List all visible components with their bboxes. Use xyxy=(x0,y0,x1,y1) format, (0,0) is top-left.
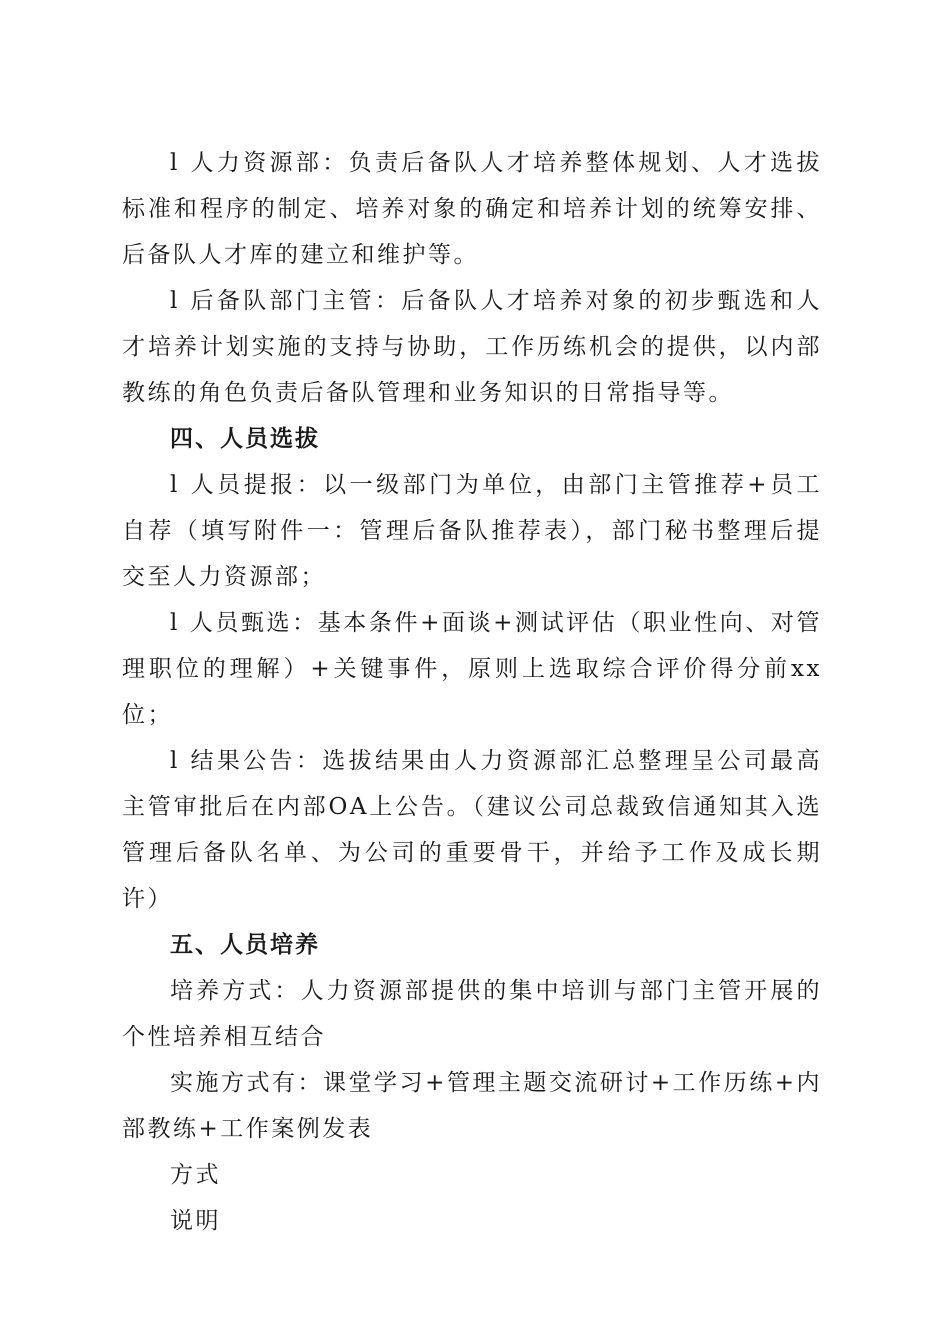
paragraph-screening: l 人员甄选：基本条件+面谈+测试评估（职业性向、对管理职位的理解）+关键事件，原则上选取综合评价得分前xx位； xyxy=(122,610,822,728)
section-heading-training: 五、人员培养 xyxy=(170,932,320,958)
section-heading-selection: 四、人员选拔 xyxy=(170,426,320,452)
paragraph-announcement: l 结果公告：选拔结果由人力资源部汇总整理呈公司最高主管审批后在内部OA上公告。（建议公司总裁致信通知其入选管理后备队名单、为公司的重要骨干，并给予工作及成长期许） xyxy=(122,748,822,912)
label-description: 说明 xyxy=(170,1208,221,1234)
label-method: 方式 xyxy=(170,1162,221,1188)
paragraph-training-mode: 培养方式：人力资源部提供的集中培训与部门主管开展的个性培养相互结合 xyxy=(122,978,822,1050)
document-body xyxy=(122,140,822,1244)
paragraph-implementation: 实施方式有：课堂学习+管理主题交流研讨+工作历练+内部教练+工作案例发表 xyxy=(122,1070,822,1142)
paragraph-hr-dept: l 人力资源部：负责后备队人才培养整体规划、人才选拔标准和程序的制定、培养对象的确定和培养计划的统筹安排、后备队人才库的建立和维护等。 xyxy=(122,150,822,268)
paragraph-nomination: l 人员提报：以一级部门为单位，由部门主管推荐+员工自荐（填写附件一：管理后备队推荐表），部门秘书整理后提交至人力资源部； xyxy=(122,472,822,590)
paragraph-dept-manager: l 后备队部门主管：后备队人才培养对象的初步甄选和人才培养计划实施的支持与协助，工作历练机会的提供，以内部教练的角色负责后备队管理和业务知识的日常指导等。 xyxy=(122,288,822,406)
